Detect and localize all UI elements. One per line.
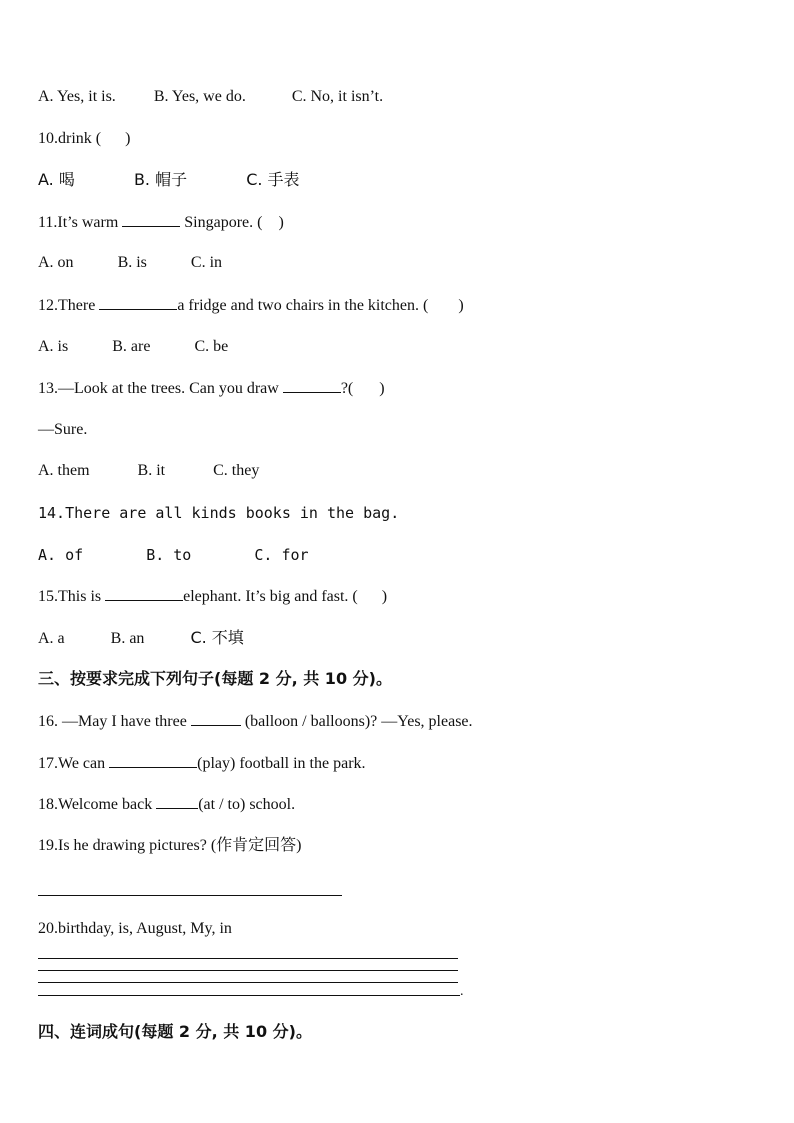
q18-text-post: (at / to) school. (198, 796, 296, 813)
q11-blank[interactable] (122, 212, 180, 227)
q17-blank[interactable] (109, 753, 197, 768)
q12-text-post: a fridge and two chairs in the kitchen. ( (177, 297, 429, 314)
q11-text-pre: 11.It’s warm (38, 214, 119, 231)
q12-option-c: C. be (194, 338, 229, 355)
q12-stem (38, 295, 464, 316)
q17-stem (38, 753, 366, 774)
q19-stem: 19.Is he drawing pictures? (作肯定回答) (38, 837, 302, 854)
q13-text-pre: 13.—Look at the trees. Can you draw (38, 380, 279, 397)
q20-answer-line-3[interactable] (38, 982, 458, 983)
section-3-heading: 三、按要求完成下列句子(每题 2 分, 共 10 分)。 (38, 669, 392, 688)
q20-answer-line-1[interactable] (38, 958, 458, 959)
q20-end-mark: . (460, 984, 464, 999)
q13-close-paren: ) (379, 380, 385, 397)
q9-options (38, 87, 383, 107)
q19-answer-line[interactable] (38, 895, 342, 896)
q9-option-c: C. No, it isn’t. (291, 88, 384, 105)
q13-options (38, 461, 259, 481)
q15-text-post: elephant. It’s big and fast. ( (183, 588, 358, 605)
q9-option-b: B. Yes, we do. (153, 88, 246, 105)
q12-blank[interactable] (99, 295, 177, 310)
q13-option-c: C. they (213, 462, 260, 479)
q14-options (38, 545, 309, 565)
q14-option-c: C. for (254, 546, 309, 564)
q11-option-a: A. on (38, 254, 74, 271)
q18-text-pre: 18.Welcome back (38, 796, 153, 813)
q17-text-post: (play) football in the park. (197, 755, 366, 772)
q16-text-pre: 16. —May I have three (38, 713, 187, 730)
q10-options (38, 170, 300, 190)
q13-reply: —Sure. (38, 421, 88, 438)
q15-blank[interactable] (105, 586, 183, 601)
q13-stem (38, 378, 385, 399)
q10-option-b: B. 帽子 (133, 170, 188, 189)
q16-blank[interactable] (191, 711, 241, 726)
q13-text-post: ?( (340, 380, 354, 397)
q13-option-a: A. them (38, 462, 90, 479)
q12-text-pre: 12.There (38, 297, 96, 314)
q10-close-paren: ) (125, 130, 131, 147)
q10-stem (38, 129, 130, 149)
q15-text-pre: 15.This is (38, 588, 102, 605)
q11-option-c: C. in (190, 254, 223, 271)
q16-text-post: (balloon / balloons)? —Yes, please. (244, 713, 473, 730)
q11-options (38, 253, 222, 273)
q20-answer-line-4[interactable] (38, 995, 460, 996)
q20-stem: 20.birthday, is, August, My, in (38, 920, 232, 937)
q13-option-b: B. it (137, 462, 166, 479)
q14-option-a: A. of (38, 546, 84, 564)
q13-blank[interactable] (283, 378, 341, 393)
q10-option-a: A. 喝 (38, 170, 75, 189)
q15-stem (38, 586, 387, 607)
q14-stem: 14.There are all kinds books in the bag. (38, 504, 400, 522)
q11-option-b: B. is (117, 254, 147, 271)
q12-options (38, 337, 228, 357)
q14-option-b: B. to (146, 546, 192, 564)
q18-blank[interactable] (156, 794, 198, 809)
q12-option-b: B. are (112, 338, 151, 355)
q11-stem (38, 212, 284, 233)
q9-option-a: A. Yes, it is. (38, 88, 116, 105)
section-4-heading: 四、连词成句(每题 2 分, 共 10 分)。 (38, 1022, 312, 1041)
q12-close-paren: ) (458, 297, 464, 314)
q10-option-c: C. 手表 (246, 170, 300, 189)
q16-stem (38, 711, 473, 732)
q11-text-post: Singapore. ( (184, 214, 263, 231)
q20-answer-line-2[interactable] (38, 970, 458, 971)
q15-option-a: A. a (38, 630, 65, 647)
q11-close-paren: ) (278, 214, 284, 231)
q15-close-paren: ) (381, 588, 388, 605)
q18-stem (38, 794, 295, 815)
q17-text-pre: 17.We can (38, 755, 106, 772)
q15-option-c: C. 不填 (190, 628, 244, 647)
q12-option-a: A. is (38, 338, 69, 355)
q15-option-b: B. an (110, 630, 145, 647)
q10-text: 10.drink ( (38, 130, 102, 147)
q15-options (38, 628, 244, 649)
